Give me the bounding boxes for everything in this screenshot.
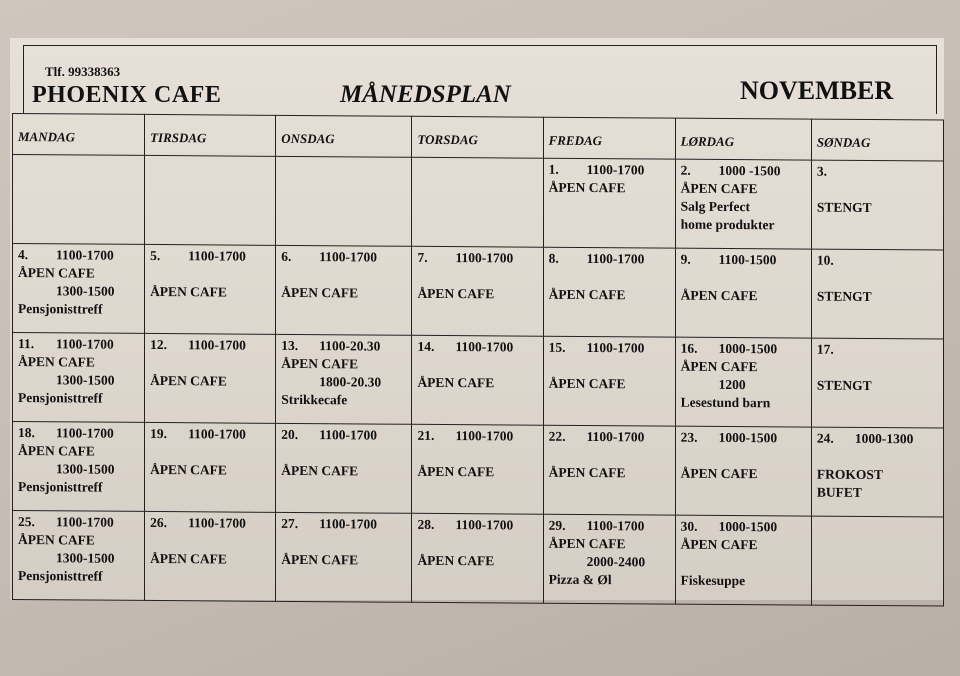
weekday-header: TIRSDAG [145, 114, 276, 156]
event-line: ÅPEN CAFE [548, 375, 626, 392]
event-line: ÅPEN CAFE [548, 286, 626, 303]
day-heading [18, 246, 139, 265]
day-number: 10. [816, 252, 834, 268]
calendar-day-cell [145, 511, 276, 601]
event-line [150, 443, 270, 462]
event-line: Fiskesuppe [680, 572, 746, 589]
event-line: ÅPEN CAFE [417, 285, 495, 302]
opening-hours: 1100-1700 [455, 428, 514, 444]
event-line [281, 444, 406, 463]
day-heading [417, 249, 537, 268]
day-heading [150, 514, 270, 533]
calendar-day-cell [675, 337, 811, 427]
opening-hours: 1100-1700 [319, 516, 377, 532]
event-line: ÅPEN CAFE [680, 465, 758, 482]
weekday-header: SØNDAG [811, 119, 943, 161]
event-line: ÅPEN CAFE [417, 463, 495, 480]
calendar-day-cell [276, 512, 412, 602]
opening-hours: 1000-1500 [718, 340, 778, 357]
day-heading [417, 427, 537, 446]
event-line: ÅPEN CAFE [548, 535, 626, 552]
month-label: NOVEMBER [740, 76, 894, 105]
weekday-header: FREDAG [543, 117, 675, 159]
calendar-week-row [13, 155, 944, 250]
opening-hours: 1100-1700 [586, 162, 645, 178]
day-heading [417, 516, 537, 535]
day-heading [681, 429, 806, 448]
day-heading [681, 518, 806, 537]
day-heading [549, 517, 670, 536]
opening-hours: 1100-1700 [56, 514, 114, 530]
event-line: ÅPEN CAFE [18, 532, 95, 548]
event-line: STENGT [816, 288, 872, 305]
event-line: ÅPEN CAFE [281, 462, 359, 479]
calendar-day-cell [13, 155, 145, 245]
day-heading [549, 161, 670, 180]
calendar-day-cell [543, 425, 675, 515]
calendar-day-cell [811, 160, 943, 250]
event-line: Strikkecafe [281, 391, 348, 408]
plan-title: MÅNEDSPLAN [340, 81, 511, 108]
calendar-day-cell [811, 427, 943, 517]
event-line: ÅPEN CAFE [417, 374, 495, 391]
event-line [417, 534, 537, 553]
day-heading [817, 519, 938, 538]
event-line: ÅPEN CAFE [150, 461, 227, 478]
event-line: Pensjonisttreff [18, 568, 103, 584]
opening-hours: 1100-1700 [56, 336, 114, 352]
event-line: ÅPEN CAFE [680, 180, 758, 197]
event-line: BUFET [816, 484, 862, 500]
day-number: 11. [18, 336, 35, 352]
event-line [417, 267, 537, 286]
opening-hours: 1100-1700 [188, 426, 246, 442]
day-number: 28. [417, 516, 435, 532]
event-line [817, 448, 938, 467]
event-line [681, 269, 806, 288]
calendar-day-cell [13, 422, 145, 512]
day-heading [150, 336, 270, 355]
event-line: ÅPEN CAFE [281, 355, 359, 372]
day-number: 14. [417, 338, 435, 354]
calendar-day-cell [145, 155, 276, 245]
event-line: Lesestund barn [680, 394, 771, 411]
event-line: Pensjonisttreff [18, 301, 103, 317]
opening-hours: 1100-1700 [455, 517, 514, 533]
day-number: 29. [548, 517, 566, 533]
day-number: 16. [680, 340, 698, 356]
opening-hours: 1100-1700 [56, 425, 114, 441]
event-line: ÅPEN CAFE [150, 283, 227, 300]
day-heading [417, 160, 537, 179]
weekday-header: ONSDAG [276, 115, 412, 157]
day-number: 3. [816, 163, 827, 179]
event-line [150, 265, 270, 284]
day-number: 18. [18, 425, 35, 441]
day-heading [281, 337, 406, 356]
event-line [817, 181, 938, 200]
day-heading [281, 159, 406, 178]
event-line [681, 554, 806, 573]
event-line: ÅPEN CAFE [548, 179, 626, 196]
day-number: 2. [680, 162, 691, 178]
opening-hours: 1100-1700 [319, 427, 377, 443]
day-number: 9. [680, 251, 691, 267]
opening-hours: 1100-1700 [188, 248, 246, 264]
event-line: Pizza & Øl [548, 571, 612, 588]
opening-hours: 1100-1700 [586, 340, 645, 356]
calendar-day-cell [811, 338, 943, 428]
day-heading [817, 341, 938, 360]
event-line: ÅPEN CAFE [680, 287, 758, 304]
calendar-day-cell [543, 514, 675, 604]
calendar-day-cell [276, 245, 412, 335]
event-line: ÅPEN CAFE [18, 265, 95, 281]
event-line [817, 270, 938, 289]
calendar-week-row [13, 244, 944, 339]
calendar-day-cell [13, 244, 145, 334]
day-heading [681, 340, 806, 359]
calendar-week-row [13, 511, 944, 606]
event-line: 2000-2400 [586, 554, 646, 570]
opening-hours: 1000-1300 [854, 430, 914, 447]
calendar-day-cell [276, 334, 412, 424]
calendar-day-cell [675, 248, 811, 338]
event-line [281, 533, 406, 552]
calendar-day-cell [675, 159, 811, 249]
opening-hours: 1100-20.30 [319, 338, 381, 354]
event-line [417, 445, 537, 464]
event-line: STENGT [816, 199, 872, 216]
day-number: 23. [680, 429, 698, 445]
event-line [150, 354, 270, 373]
phone-number: Tlf. 99338363 [45, 64, 121, 79]
event-line: 1200 [718, 376, 746, 393]
day-heading [549, 250, 670, 269]
day-number: 30. [680, 518, 698, 534]
day-heading [281, 426, 406, 445]
event-line: 1300-1500 [56, 461, 115, 477]
weekday-header: MANDAG [13, 114, 145, 156]
day-number: 5. [150, 247, 161, 264]
day-number: 17. [816, 341, 834, 357]
day-number: 8. [548, 250, 559, 266]
event-line: FROKOST [816, 466, 883, 483]
opening-hours: 1100-1700 [188, 337, 246, 353]
opening-hours: 1100-1700 [455, 250, 514, 266]
calendar-day-cell [543, 336, 675, 426]
calendar-day-cell [276, 156, 412, 246]
day-heading [549, 428, 670, 447]
calendar-day-cell [675, 426, 811, 516]
day-number: 22. [548, 428, 566, 444]
event-line: 1300-1500 [56, 372, 115, 388]
calendar-day-cell [145, 422, 276, 512]
opening-hours: 1100-1700 [56, 247, 114, 263]
event-line: ÅPEN CAFE [18, 354, 95, 370]
opening-hours: 1000 -1500 [718, 162, 781, 179]
day-number: 4. [18, 247, 29, 263]
day-number: 15. [548, 339, 566, 355]
event-line: ÅPEN CAFE [680, 358, 758, 375]
event-line [150, 532, 270, 551]
day-number: 26. [150, 514, 167, 531]
day-number: 21. [417, 427, 435, 443]
day-number: 20. [281, 426, 299, 442]
event-line [817, 359, 938, 378]
opening-hours: 1100-1700 [586, 429, 645, 445]
calendar-day-cell [412, 513, 543, 603]
event-line: 1300-1500 [56, 283, 115, 299]
opening-hours: 1100-1700 [319, 249, 377, 265]
day-heading [150, 247, 270, 266]
event-line: Salg Perfect [680, 198, 750, 215]
day-number: 24. [816, 430, 834, 446]
weekday-header-row [13, 114, 944, 161]
calendar-day-cell [13, 511, 145, 601]
day-heading [817, 163, 938, 182]
calendar-day-cell [412, 246, 543, 336]
day-heading [681, 251, 806, 270]
day-number: 27. [281, 515, 299, 531]
day-number: 12. [150, 336, 167, 353]
day-heading [18, 335, 139, 354]
calendar-day-cell [276, 423, 412, 513]
day-heading [18, 424, 139, 443]
calendar-day-cell [412, 424, 543, 514]
event-line: ÅPEN CAFE [150, 550, 227, 567]
day-heading [18, 157, 139, 176]
day-heading [281, 515, 406, 534]
event-line: home produkter [680, 216, 775, 233]
event-line: 1300-1500 [56, 550, 115, 566]
calendar-table [12, 113, 944, 607]
event-line: ÅPEN CAFE [548, 464, 626, 481]
event-line [549, 446, 670, 465]
day-heading [150, 425, 270, 444]
calendar-day-cell [811, 249, 943, 339]
day-heading [18, 513, 139, 532]
calendar-day-cell [543, 247, 675, 337]
event-line [549, 357, 670, 376]
calendar-day-cell [412, 157, 543, 247]
calendar-week-row [13, 422, 944, 517]
event-line: ÅPEN CAFE [281, 284, 359, 301]
calendar-day-cell [543, 158, 675, 248]
event-line: ÅPEN CAFE [281, 551, 359, 568]
cafe-name: PHOENIX CAFE [32, 82, 222, 108]
opening-hours: 1100-1500 [718, 251, 777, 268]
event-line: STENGT [816, 377, 872, 394]
event-line: ÅPEN CAFE [150, 372, 227, 389]
event-line [549, 268, 670, 287]
day-heading [817, 430, 938, 449]
calendar-week-row [13, 333, 944, 428]
day-number: 1. [548, 161, 559, 177]
event-line [681, 447, 806, 466]
day-number: 19. [150, 425, 167, 442]
day-heading [281, 248, 406, 267]
day-number: 7. [417, 249, 428, 265]
calendar-day-cell [675, 515, 811, 605]
opening-hours: 1000-1500 [718, 429, 778, 446]
day-number: 25. [18, 514, 35, 530]
day-heading [150, 158, 270, 177]
event-line: ÅPEN CAFE [18, 443, 95, 459]
event-line: ÅPEN CAFE [417, 552, 495, 569]
opening-hours: 1100-1700 [586, 251, 645, 267]
day-number: 6. [281, 248, 292, 264]
calendar-day-cell [13, 333, 145, 423]
event-line: Pensjonisttreff [18, 479, 103, 495]
opening-hours: 1100-1700 [188, 515, 246, 531]
day-heading [817, 252, 938, 271]
event-line [417, 356, 537, 375]
opening-hours: 1000-1500 [718, 518, 778, 535]
event-line: ÅPEN CAFE [680, 536, 758, 553]
calendar-day-cell [145, 244, 276, 334]
day-heading [549, 339, 670, 358]
calendar-day-cell [145, 333, 276, 423]
day-number: 13. [281, 337, 299, 353]
day-heading [417, 338, 537, 357]
event-line [281, 266, 406, 285]
weekday-header: TORSDAG [412, 116, 543, 158]
weekday-header: LØRDAG [675, 118, 811, 160]
calendar-day-cell [811, 516, 943, 606]
event-line: Pensjonisttreff [18, 390, 103, 406]
calendar-body [13, 155, 944, 606]
event-line: 1800-20.30 [319, 374, 382, 390]
day-heading [681, 162, 806, 181]
opening-hours: 1100-1700 [586, 518, 645, 534]
opening-hours: 1100-1700 [455, 339, 514, 355]
calendar-day-cell [412, 335, 543, 425]
